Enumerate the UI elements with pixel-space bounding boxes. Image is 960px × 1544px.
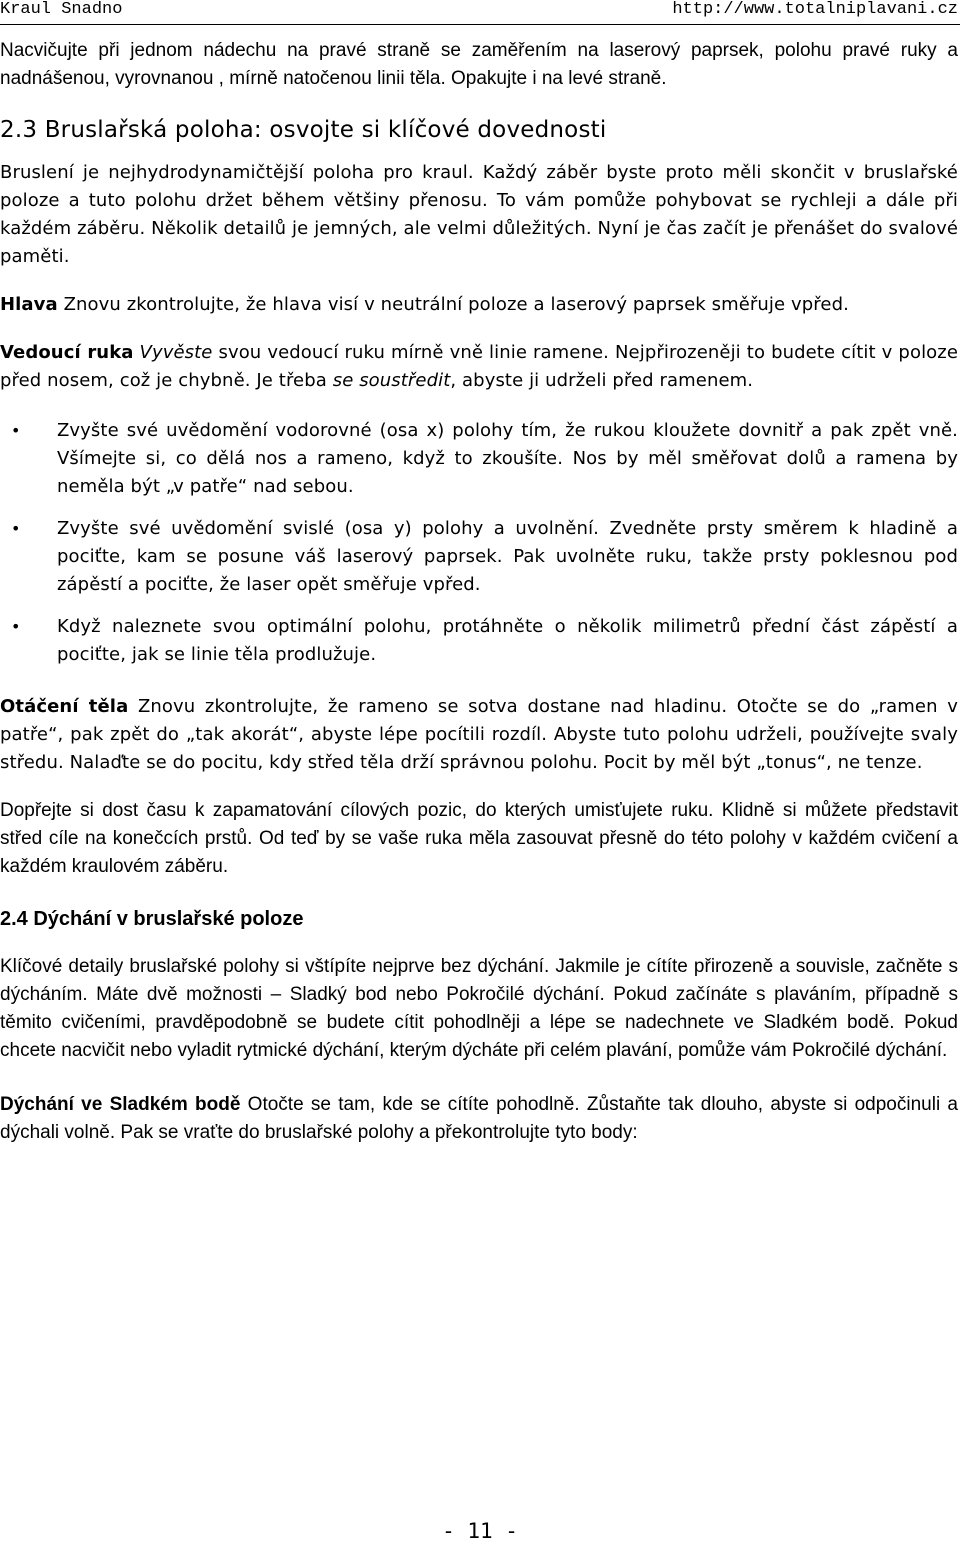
header-title: Kraul Snadno: [0, 0, 123, 19]
memory-paragraph: Dopřejte si dost času k zapamatování cílových pozic, do kterých umisťujete ruku. Klidně si můžete představit střed cíle na konečcích prstů. Od teď by se vaše ruka měla zasouvat přesně do této polohy v každém cvičení a každém kraulovém záběru.: [0, 800, 958, 877]
sweet-spot-paragraph: [0, 1091, 958, 1147]
lead-arm-italic-1: Vyvěste: [139, 342, 213, 363]
page-number: - 11 -: [442, 1519, 518, 1543]
lead-arm-italic-2: se soustředit: [332, 370, 451, 391]
sweet-spot-term: Dýchání ve Sladkém bodě: [0, 1094, 241, 1115]
list-item: [0, 515, 958, 599]
bullet-icon: •: [11, 421, 21, 440]
header-url: http://www.totalniplavani.cz: [672, 0, 958, 19]
rotation-text: Znovu zkontrolujte, že rameno se sotva dostane nad hladinu. Otočte se do „ramen v patře“, pak zpět do „tak akorát“, abyste lépe pocítili rozdíl. Abyste tuto polohu udrželi, používejte svaly středu. Nalaďte se do pocitu, kdy střed těla drží správnou polohu. Pocit by měl být „tonus“, ne tenze.: [0, 696, 958, 773]
head-paragraph: [0, 291, 958, 319]
intro-paragraph: Nacvičujte při jednom nádechu na pravé straně se zaměřením na laserový paprsek, polohu pravé ruky a nadnášenou, vyrovnanou , mírně natočenou linii těla. Opakujte i na levé straně.: [0, 40, 958, 89]
bullet-text: Zvyšte své uvědomění svislé (osa y) polohy a uvolnění. Zvedněte prsty směrem k hladině a pociťte, kam se posune váš laserový paprsek. Pak uvolněte ruku, takže prsty poklesnou pod zápěstí a pociťte, že laser opět směřuje vpřed.: [57, 518, 958, 595]
rotation-paragraph: [0, 693, 958, 777]
sweet-spot-text: Otočte se tam, kde se cítíte pohodlně. Zůstaňte tak dlouho, abyste si odpočinuli a dýchali volně. Pak se vraťte do bruslařské polohy a překontrolujte tyto body:: [0, 1094, 959, 1143]
lead-arm-text-2: , abyste ji udrželi před ramenem.: [450, 370, 754, 391]
section-2-3-title: 2.3 Bruslařská poloha: osvojte si klíčové dovednosti: [0, 117, 607, 143]
document-body: [0, 37, 958, 1147]
rotation-term: Otáčení těla: [0, 696, 129, 717]
bullet-text: Zvyšte své uvědomění vodorovné (osa x) polohy tím, že rukou kloužete dovnitř a pak zpět vně. Všímejte si, co dělá nos a rameno, když to zkoušíte. Nos by měl směřovat dolů a ramena by neměla být „v patře“ nad sebou.: [57, 420, 958, 497]
list-item: [0, 613, 958, 669]
lead-arm-text-1: svou vedoucí ruku mírně vně linie ramene. Nejpřirozeněji to budete cítit v poloze před nosem, což je chybně. Je třeba: [0, 342, 959, 391]
page-header: [0, 0, 960, 25]
lead-arm-term: Vedoucí ruka: [0, 342, 134, 363]
skating-intro-paragraph: Bruslení je nejhydrodynamičtější poloha pro kraul. Každý záběr byste proto měli skončit v bruslařské poloze a tuto polohu držet během většiny přenosu. To vám pomůže pohybovat se rychleji a dále při každém záběru. Několik detailů je jemných, ale velmi důležitých. Nyní je čas začít je přenášet do svalové paměti.: [0, 162, 958, 267]
head-term: Hlava: [0, 294, 58, 315]
bullet-text: Když naleznete svou optimální polohu, protáhněte o několik milimetrů přední část zápěstí a pociťte, jak se linie těla prodlužuje.: [57, 616, 958, 665]
breathing-intro-paragraph: Klíčové detaily bruslařské polohy si vštípíte nejprve bez dýchání. Jakmile je cítíte přirozeně a souvisle, začněte s dýcháním. Máte dvě možnosti – Sladký bod nebo Pokročilé dýchání. Pokud začínáte s plaváním, případně s těmito cvičeními, pravděpodobně se budete cítit pohodlněji a lépe se nadechnete ve Sladkém bodě. Pokud chcete nacvičit nebo vyladit rytmické dýchání, kterým dýcháte při celém plavání, pomůže vám Pokročilé dýchání.: [0, 956, 958, 1061]
bullet-icon: •: [11, 519, 21, 538]
awareness-bullet-list: [0, 417, 958, 669]
bullet-icon: •: [11, 617, 21, 636]
head-text: Znovu zkontrolujte, že hlava visí v neutrální poloze a laserový paprsek směřuje vpřed.: [57, 294, 849, 315]
list-item: [0, 417, 958, 501]
lead-arm-paragraph: [0, 339, 958, 395]
section-2-4-title: 2.4 Dýchání v bruslařské poloze: [0, 908, 304, 930]
